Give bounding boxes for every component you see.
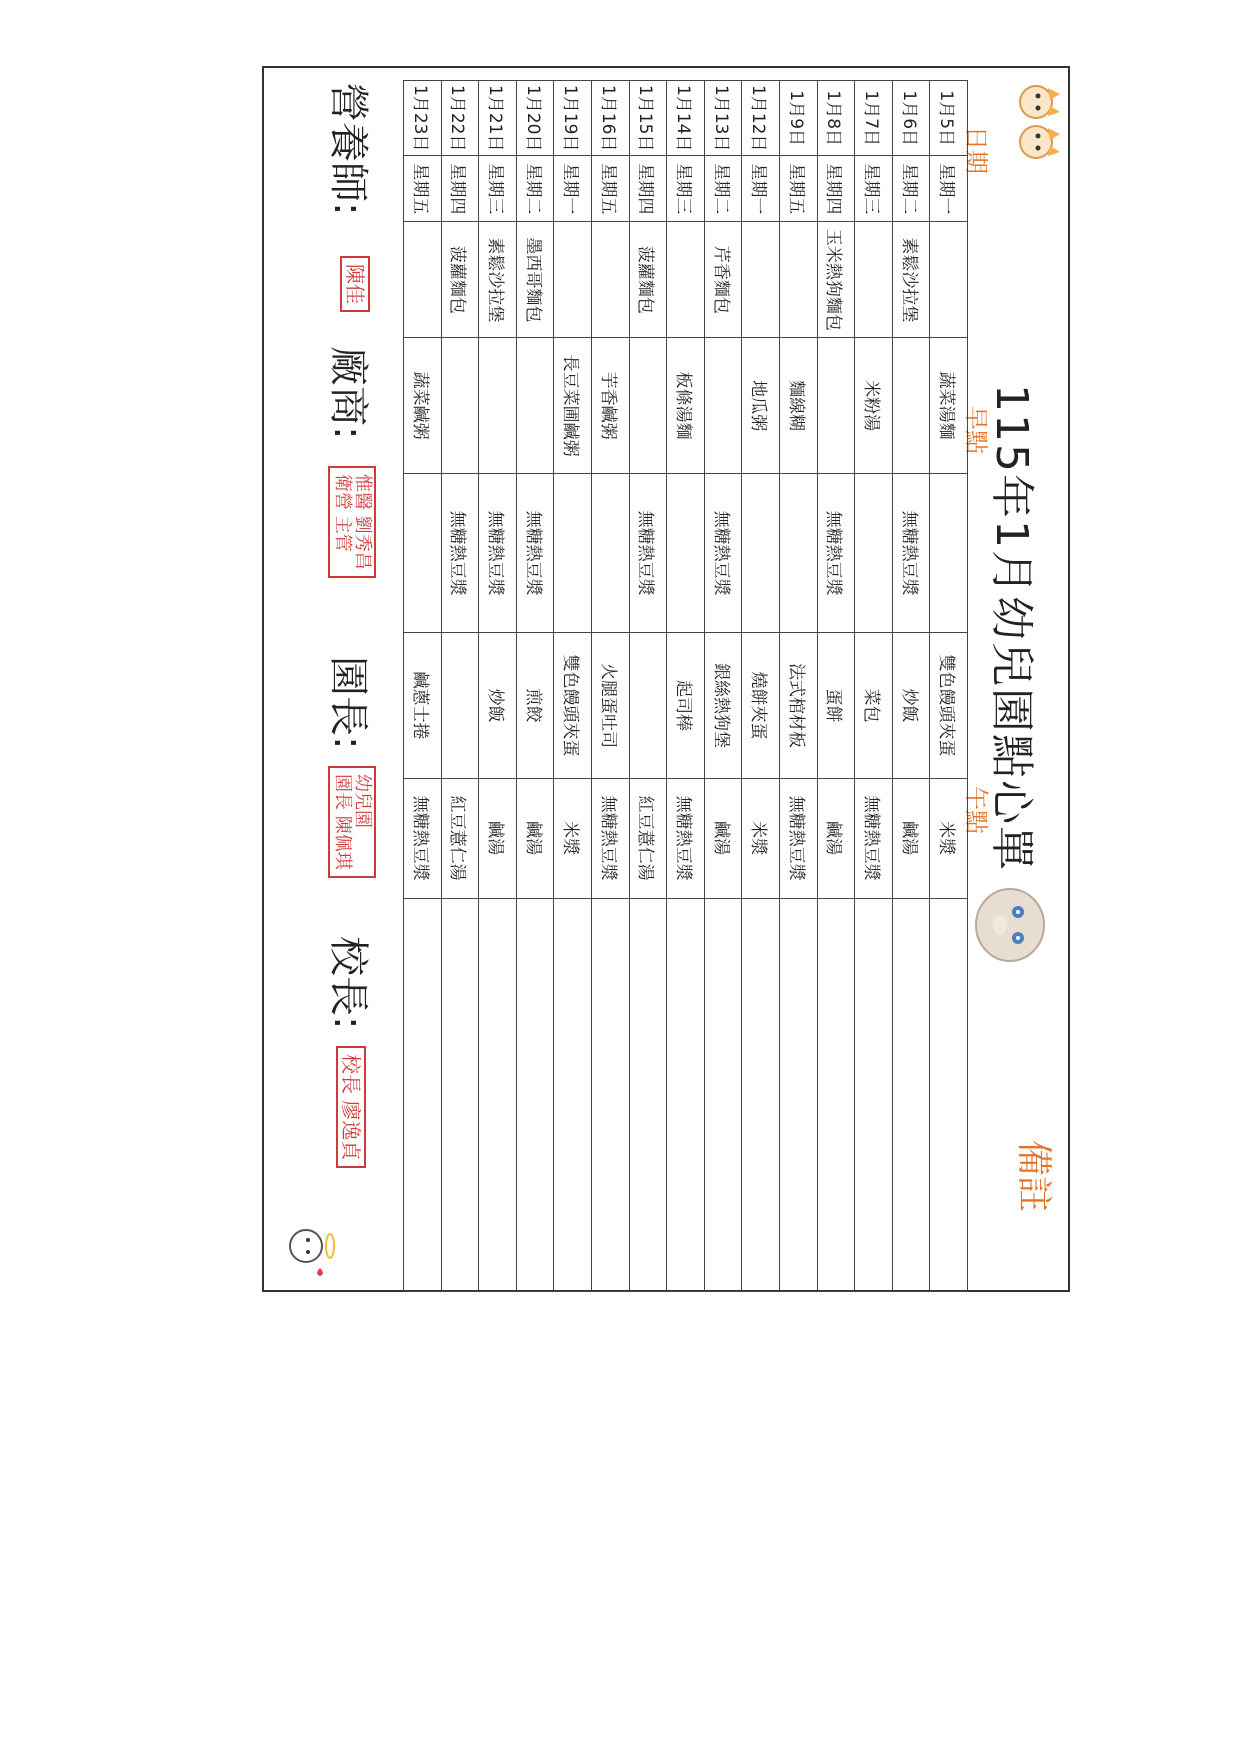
- cell-am-side: [817, 338, 855, 474]
- director-stamp: [328, 766, 376, 878]
- cell-pm-main: 雙色饅頭夾蛋: [554, 633, 592, 779]
- nutritionist-stamp: 陳佳: [340, 256, 370, 312]
- table-row: [629, 81, 667, 1292]
- cell-pm-drink: 鹹湯: [892, 778, 930, 898]
- cell-weekday: 星期二: [704, 156, 742, 222]
- cell-am-main: 墨西哥麵包: [516, 222, 554, 338]
- cell-date: 1月6日: [892, 81, 930, 156]
- cell-notes: [479, 898, 517, 1292]
- cell-date: 1月22日: [441, 81, 479, 156]
- director-stamp-line2: 園長 陳佩琪: [332, 774, 354, 870]
- nutritionist-label: 營養師:: [325, 82, 371, 216]
- cell-weekday: 星期一: [554, 156, 592, 222]
- cell-am-drink: 無糖熱豆漿: [892, 474, 930, 633]
- cell-am-side: [629, 338, 667, 474]
- cell-pm-main: 銀絲熱狗堡: [704, 633, 742, 779]
- cell-am-drink: 無糖熱豆漿: [704, 474, 742, 633]
- cell-pm-drink: 無糖熱豆漿: [780, 778, 818, 898]
- cell-pm-drink: 鹹湯: [704, 778, 742, 898]
- cell-weekday: 星期五: [404, 156, 442, 222]
- cell-notes: [441, 898, 479, 1292]
- cell-notes: [892, 898, 930, 1292]
- cell-am-main: 素鬆沙拉堡: [479, 222, 517, 338]
- cell-pm-drink: 無糖熱豆漿: [667, 778, 705, 898]
- table-row: [441, 81, 479, 1292]
- cell-notes: [704, 898, 742, 1292]
- cell-am-drink: 無糖熱豆漿: [441, 474, 479, 633]
- table-row: [930, 81, 968, 1292]
- cell-pm-drink: 紅豆薏仁湯: [441, 778, 479, 898]
- cell-pm-main: 蛋餅: [817, 633, 855, 779]
- cell-date: 1月9日: [780, 81, 818, 156]
- cell-weekday: 星期五: [780, 156, 818, 222]
- director-label: 園長:: [325, 656, 371, 750]
- cell-am-main: 素鬆沙拉堡: [892, 222, 930, 338]
- cell-weekday: 星期二: [516, 156, 554, 222]
- cell-date: 1月13日: [704, 81, 742, 156]
- cell-date: 1月20日: [516, 81, 554, 156]
- cell-date: 1月23日: [404, 81, 442, 156]
- cell-am-main: [667, 222, 705, 338]
- cell-pm-main: 鹹蔥士捲: [404, 633, 442, 779]
- cell-weekday: 星期一: [742, 156, 780, 222]
- cell-weekday: 星期四: [817, 156, 855, 222]
- cell-am-drink: [667, 474, 705, 633]
- cell-am-main: 玉米熱狗麵包: [817, 222, 855, 338]
- cell-date: 1月21日: [479, 81, 517, 156]
- table-row: [404, 81, 442, 1292]
- cell-date: 1月14日: [667, 81, 705, 156]
- cell-pm-drink: 無糖熱豆漿: [592, 778, 630, 898]
- cell-pm-drink: 鹹湯: [479, 778, 517, 898]
- vendor-stamp-line1: 惟醫 劉秀昌: [352, 474, 373, 570]
- cell-weekday: 星期三: [855, 156, 893, 222]
- header-date: 日期: [962, 126, 990, 174]
- cell-am-main: [930, 222, 968, 338]
- table-row: [592, 81, 630, 1292]
- cell-pm-main: 煎餃: [516, 633, 554, 779]
- cell-am-main: [742, 222, 780, 338]
- cell-date: 1月5日: [930, 81, 968, 156]
- cell-notes: [516, 898, 554, 1292]
- cell-am-main: [554, 222, 592, 338]
- cell-weekday: 星期二: [892, 156, 930, 222]
- cell-pm-drink: 無糖熱豆漿: [855, 778, 893, 898]
- cell-weekday: 星期三: [479, 156, 517, 222]
- cell-pm-main: [441, 633, 479, 779]
- cat-faces-icon: [1014, 82, 1062, 164]
- cell-am-side: 蔬菜湯麵: [930, 338, 968, 474]
- cell-am-side: [704, 338, 742, 474]
- cell-am-side: [479, 338, 517, 474]
- cell-am-side: 米粉湯: [855, 338, 893, 474]
- cell-notes: [742, 898, 780, 1292]
- cell-pm-main: 炒飯: [479, 633, 517, 779]
- cell-weekday: 星期一: [930, 156, 968, 222]
- cell-pm-main: 菜包: [855, 633, 893, 779]
- cell-am-main: 菠蘿麵包: [629, 222, 667, 338]
- cell-pm-main: 炒飯: [892, 633, 930, 779]
- cell-pm-drink: 無糖熱豆漿: [404, 778, 442, 898]
- cell-notes: [817, 898, 855, 1292]
- cell-pm-drink: 米漿: [930, 778, 968, 898]
- table-row: [780, 81, 818, 1292]
- cell-am-main: [855, 222, 893, 338]
- cell-am-side: 長豆菜圃鹹粥: [554, 338, 592, 474]
- table-row: [855, 81, 893, 1292]
- cell-pm-main: 起司棒: [667, 633, 705, 779]
- cell-date: 1月7日: [855, 81, 893, 156]
- cell-am-side: 芋香鹹粥: [592, 338, 630, 474]
- table-row: [817, 81, 855, 1292]
- cell-date: 1月16日: [592, 81, 630, 156]
- cell-notes: [554, 898, 592, 1292]
- cell-am-drink: [554, 474, 592, 633]
- cell-am-drink: 無糖熱豆漿: [479, 474, 517, 633]
- table-row: [892, 81, 930, 1292]
- cell-date: 1月12日: [742, 81, 780, 156]
- cell-am-side: [441, 338, 479, 474]
- cell-am-side: 板條湯麵: [667, 338, 705, 474]
- cell-am-drink: [592, 474, 630, 633]
- cell-notes: [667, 898, 705, 1292]
- cell-am-drink: [780, 474, 818, 633]
- mascot-icon: [968, 882, 1060, 968]
- cell-notes: [930, 898, 968, 1292]
- cell-am-side: [892, 338, 930, 474]
- cell-notes: [592, 898, 630, 1292]
- page-title: 115年1月幼兒園點心單: [986, 384, 1037, 872]
- cell-am-side: 地瓜粥: [742, 338, 780, 474]
- cell-pm-main: 雙色饅頭夾蛋: [930, 633, 968, 779]
- director-stamp-line1: 幼兒園: [352, 774, 373, 828]
- cell-date: 1月15日: [629, 81, 667, 156]
- table-row: [554, 81, 592, 1292]
- cell-date: 1月8日: [817, 81, 855, 156]
- cell-am-drink: 無糖熱豆漿: [516, 474, 554, 633]
- header-morning: 早點: [962, 406, 990, 454]
- cell-weekday: 星期三: [667, 156, 705, 222]
- cell-pm-main: 燒餅夾蛋: [742, 633, 780, 779]
- header-afternoon: 午點: [962, 786, 990, 834]
- table-row: [742, 81, 780, 1292]
- cell-am-side: 麵線糊: [780, 338, 818, 474]
- header-notes: 備註: [1013, 1139, 1054, 1212]
- vendor-stamp: [328, 466, 376, 578]
- menu-table: [403, 80, 968, 1292]
- angel-mascot-icon: [280, 1216, 340, 1280]
- cell-am-drink: [930, 474, 968, 633]
- cell-am-drink: [742, 474, 780, 633]
- cell-pm-drink: 紅豆薏仁湯: [629, 778, 667, 898]
- table-row: [667, 81, 705, 1292]
- cell-pm-drink: 鹹湯: [516, 778, 554, 898]
- cell-am-main: 芹香麵包: [704, 222, 742, 338]
- cell-pm-drink: 米漿: [742, 778, 780, 898]
- cell-pm-main: 法式棺材板: [780, 633, 818, 779]
- table-row: [704, 81, 742, 1292]
- cell-notes: [780, 898, 818, 1292]
- cell-am-drink: [404, 474, 442, 633]
- cell-weekday: 星期四: [629, 156, 667, 222]
- cell-notes: [404, 898, 442, 1292]
- cell-am-drink: 無糖熱豆漿: [817, 474, 855, 633]
- cell-weekday: 星期四: [441, 156, 479, 222]
- cell-am-drink: [855, 474, 893, 633]
- menu-table-body: [404, 81, 968, 1292]
- table-row: [479, 81, 517, 1292]
- cell-pm-drink: 鹹湯: [817, 778, 855, 898]
- cell-am-main: [404, 222, 442, 338]
- cell-pm-main: [629, 633, 667, 779]
- principal-label: 校長:: [325, 936, 371, 1030]
- cell-am-drink: 無糖熱豆漿: [629, 474, 667, 633]
- table-row: [516, 81, 554, 1292]
- cell-am-main: [592, 222, 630, 338]
- cell-notes: [629, 898, 667, 1292]
- cell-notes: [855, 898, 893, 1292]
- cell-am-main: [780, 222, 818, 338]
- cell-pm-drink: 米漿: [554, 778, 592, 898]
- menu-sheet: [262, 66, 1070, 1292]
- principal-stamp: 校長 廖逸貞: [336, 1046, 366, 1168]
- cell-am-side: 蔬菜鹹粥: [404, 338, 442, 474]
- cell-am-main: 菠蘿麵包: [441, 222, 479, 338]
- vendor-stamp-line2: 衛營 主管: [332, 474, 354, 552]
- cell-pm-main: 火腿蛋吐司: [592, 633, 630, 779]
- cell-weekday: 星期五: [592, 156, 630, 222]
- cell-am-side: [516, 338, 554, 474]
- vendor-label: 廠商:: [325, 346, 371, 440]
- cell-date: 1月19日: [554, 81, 592, 156]
